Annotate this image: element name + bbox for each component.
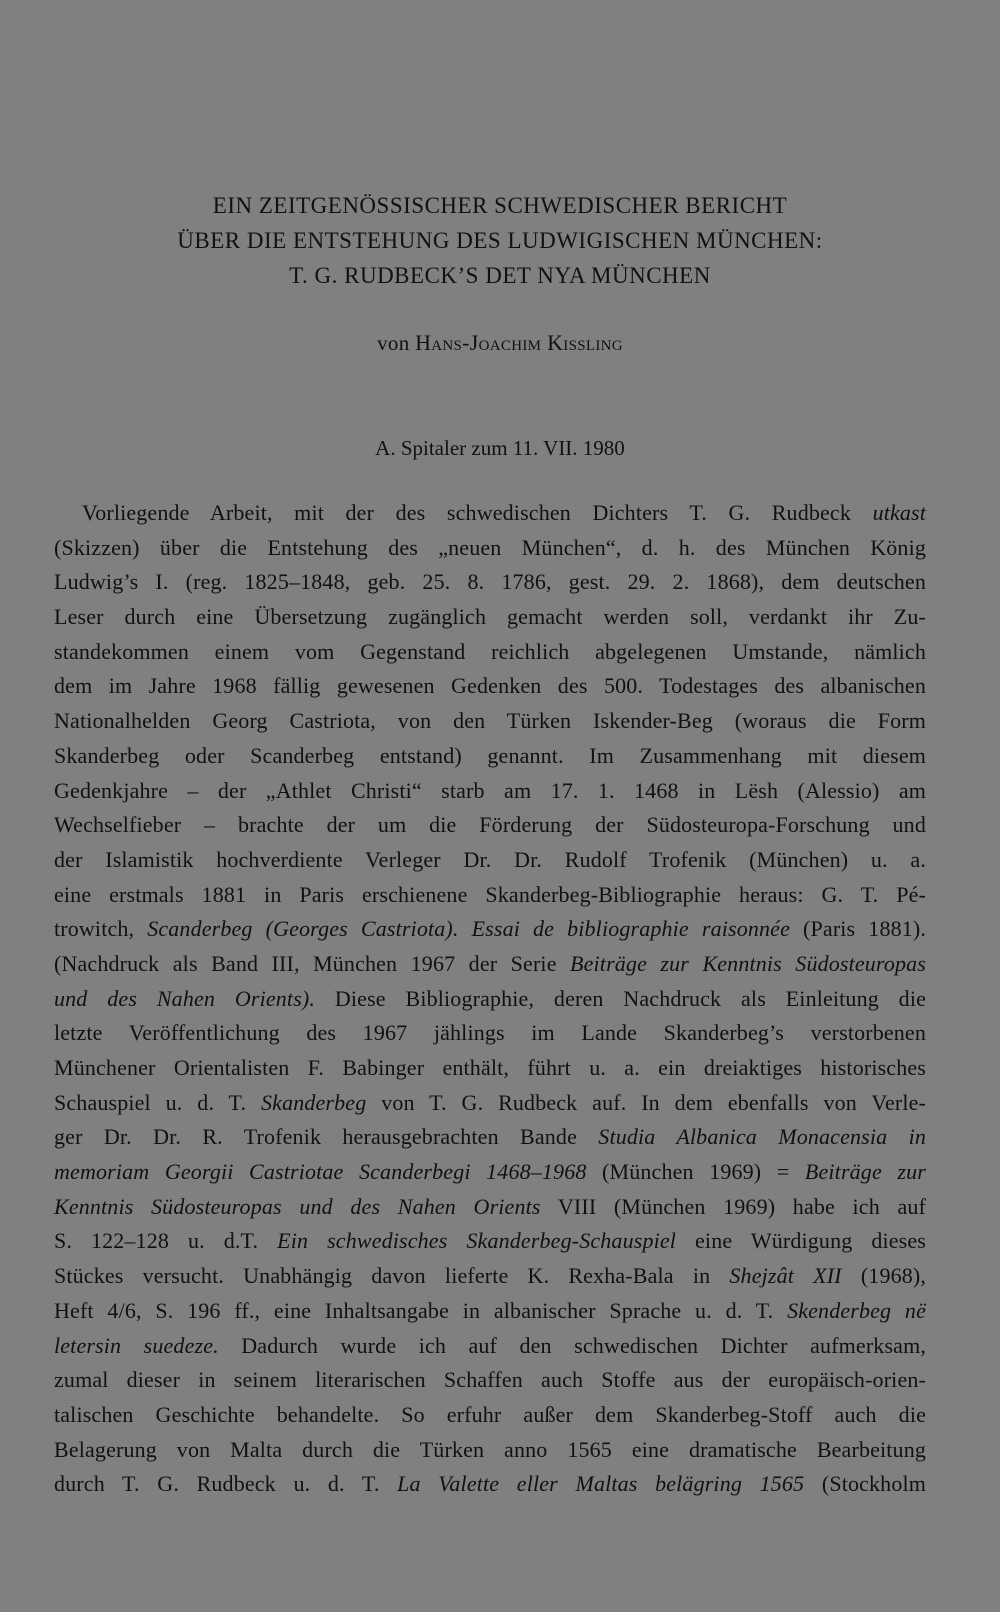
body-line: letersin suedeze. Dadurch wurde ich auf den schwedischen Dichter aufmerksam,: [54, 1332, 926, 1358]
body-line: ger Dr. Dr. R. Trofenik herausgebrachten Bande Studia Albanica Monacensia in: [54, 1124, 926, 1150]
body-line: talischen Geschichte behandelte. So erfuhr außer dem Skanderbeg-Stoff auch die: [54, 1401, 926, 1427]
body-line: dem im Jahre 1968 fällig gewesenen Gedenken des 500. Todestages des albanischen: [54, 673, 926, 699]
body-line: zumal dieser in seinem literarischen Schaffen auch Stoffe aus der europäisch-orien-: [54, 1367, 926, 1393]
body-line: der Islamistik hochverdiente Verleger Dr. Dr. Rudolf Trofenik (München) u. a.: [54, 846, 926, 872]
body-line: Kenntnis Südosteuropas und des Nahen Orients VIII (München 1969) habe ich auf: [54, 1193, 926, 1219]
body-line: Gedenkjahre – der „Athlet Christi“ starb am 17. 1. 1468 in Lësh (Alessio) am: [54, 777, 926, 803]
body-line: durch T. G. Rudbeck u. d. T. La Valette eller Maltas belägring 1565 (Stockholm: [54, 1471, 927, 1497]
title-line-3: T. G. RUDBECK’S DET NYA MÜNCHEN: [289, 263, 711, 288]
author-prefix: von: [377, 331, 410, 355]
body-line: Heft 4/6, S. 196 ff., eine Inhaltsangabe in albanischer Sprache u. d. T. Skenderbeg në: [54, 1297, 926, 1323]
body-line: S. 122–128 u. d.T. Ein schwedisches Skanderbeg-Schauspiel eine Würdigung dieses: [54, 1228, 926, 1254]
body-line: Vorliegende Arbeit, mit der des schwedischen Dichters T. G. Rudbeck utkast: [82, 500, 927, 525]
author-name: Hans-Joachim Kissling: [415, 330, 623, 355]
body-line: Belagerung von Malta durch die Türken anno 1565 eine dramatische Bearbeitung: [54, 1436, 926, 1462]
body-line: standekommen einem vom Gegenstand reichlich abgelegenen Umstande, nämlich: [54, 638, 926, 664]
body-line: (Nachdruck als Band III, München 1967 der Serie Beiträge zur Kenntnis Südosteuropas: [54, 950, 926, 976]
body-line: memoriam Georgii Castriotae Scanderbegi 1468–1968 (München 1969) = Beiträge zur: [54, 1159, 926, 1185]
body-line: (Skizzen) über die Entstehung des „neuen München“, d. h. des München König: [54, 534, 926, 560]
title-line-2: ÜBER DIE ENTSTEHUNG DES LUDWIGISCHEN MÜNCHEN:: [177, 228, 823, 253]
body-line: Wechselfieber – brachte der um die Förderung der Südosteuropa-Forschung und: [54, 812, 926, 838]
title-line-1: EIN ZEITGENÖSSISCHER SCHWEDISCHER BERICHT: [212, 193, 788, 218]
author-line: [40, 330, 960, 356]
body-line: Ludwig’s I. (reg. 1825–1848, geb. 25. 8. 1786, gest. 29. 2. 1868), dem deutschen: [54, 569, 926, 595]
body-line: Stückes versucht. Unabhängig davon lieferte K. Rexha-Bala in Shejzât XII (1968),: [54, 1263, 927, 1289]
body-line: trowitch, Scanderbeg (Georges Castriota). Essai de bibliographie raisonnée (Paris 1881).: [54, 916, 927, 942]
body-line: eine erstmals 1881 in Paris erschienene Skanderbeg-Bibliographie heraus: G. T. Pé-: [54, 881, 926, 907]
body-line: Münchener Orientalisten F. Babinger enthält, führt u. a. ein dreiaktiges historisches: [54, 1055, 926, 1080]
dedication: A. Spitaler zum 11. VII. 1980: [375, 436, 625, 460]
body-line: Nationalhelden Georg Castriota, von den Türken Iskender-Beg (woraus die Form: [54, 708, 926, 734]
body-line: Schauspiel u. d. T. Skanderbeg von T. G. Rudbeck auf. In dem ebenfalls von Verle-: [54, 1089, 926, 1115]
body-line: Leser durch eine Übersetzung zugänglich gemacht werden soll, verdankt ihr Zu-: [54, 604, 926, 630]
body-line: Skanderbeg oder Scanderbeg entstand) genannt. Im Zusammenhang mit diesem: [54, 742, 926, 768]
article-title: [40, 188, 960, 293]
body-paragraph: [54, 496, 926, 1502]
body-line: letzte Veröffentlichung des 1967 jählings im Lande Skanderbeg’s verstorbenen: [54, 1020, 926, 1046]
body-line: und des Nahen Orients). Diese Bibliographie, deren Nachdruck als Einleitung die: [54, 985, 927, 1011]
